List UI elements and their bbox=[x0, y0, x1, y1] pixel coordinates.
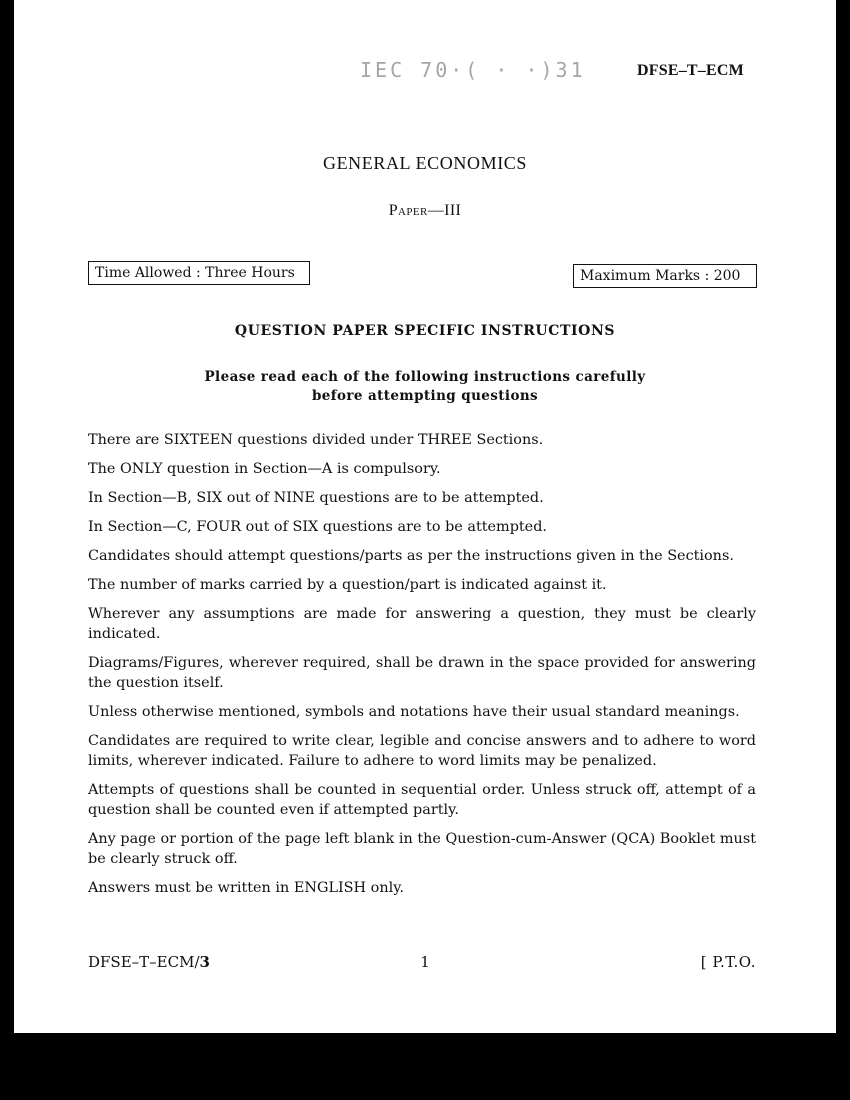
instruction-item: Candidates should attempt questions/parts as per the instructions given in the Sections. bbox=[88, 548, 734, 564]
footer-code-suffix: 3 bbox=[199, 953, 210, 971]
page-title: GENERAL ECONOMICS bbox=[322, 153, 528, 173]
instructions-subheading bbox=[0, 368, 850, 406]
page-number: 1 bbox=[420, 953, 430, 971]
footer-code-prefix: DFSE–T–ECM/ bbox=[88, 953, 200, 971]
paper-number: Paper—III bbox=[388, 202, 462, 219]
instruction-item: Wherever any assumptions are made for answering a question, they must be clearly indicated. bbox=[88, 606, 756, 642]
paper-code: DFSE–T–ECM bbox=[637, 62, 744, 79]
maximum-marks-box: Maximum Marks : 200 bbox=[573, 264, 757, 288]
please-turn-over: [ P.T.O. bbox=[700, 953, 756, 971]
instructions-list bbox=[88, 430, 756, 907]
instruction-item: The ONLY question in Section—A is compulsory. bbox=[88, 461, 441, 477]
instruction-item: Candidates are required to write clear, legible and concise answers and to adhere to word limits, wherever indicated. Failure to adhere to word limits may be penalized. bbox=[88, 733, 756, 769]
instruction-item: In Section—B, SIX out of NINE questions are to be attempted. bbox=[88, 490, 544, 506]
instruction-item: Answers must be written in ENGLISH only. bbox=[88, 880, 404, 896]
subheading-line-2: before attempting questions bbox=[311, 388, 539, 404]
time-allowed-box: Time Allowed : Three Hours bbox=[88, 261, 310, 285]
subheading-line-1: Please read each of the following instructions carefully bbox=[204, 369, 646, 385]
instructions-heading: QUESTION PAPER SPECIFIC INSTRUCTIONS bbox=[234, 323, 616, 339]
instruction-item: Any page or portion of the page left blank in the Question-cum-Answer (QCA) Booklet must be clearly struck off. bbox=[88, 831, 756, 867]
instruction-item: Attempts of questions shall be counted in sequential order. Unless struck off, attempt of a question shall be counted even if attempted partly. bbox=[88, 782, 756, 818]
faded-stamp-code: IEC 70·( · ·)31 bbox=[360, 58, 586, 82]
instruction-item: The number of marks carried by a question/part is indicated against it. bbox=[88, 577, 607, 593]
instruction-item: There are SIXTEEN questions divided under THREE Sections. bbox=[88, 432, 544, 448]
instruction-item: Diagrams/Figures, wherever required, shall be drawn in the space provided for answering the question itself. bbox=[88, 655, 756, 691]
instruction-item: In Section—C, FOUR out of SIX questions are to be attempted. bbox=[88, 519, 547, 535]
instruction-item: Unless otherwise mentioned, symbols and notations have their usual standard meanings. bbox=[88, 704, 740, 720]
